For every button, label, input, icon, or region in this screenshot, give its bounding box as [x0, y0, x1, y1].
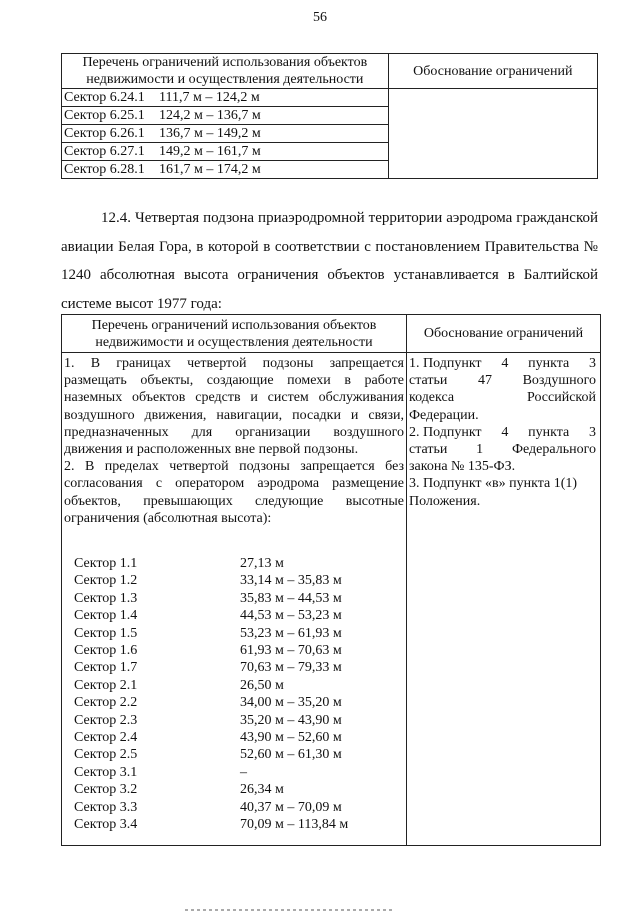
basis-2-line-1 [409, 424, 596, 441]
sector-name: Сектор 1.1 [74, 556, 138, 572]
list-item [74, 729, 404, 746]
basis-1-line-2 [409, 372, 596, 389]
sector-name: Сектор 2.1 [74, 677, 138, 693]
sector-range: 124,2 м – 136,7 м [159, 107, 388, 125]
basis-word: Воздушного [522, 373, 596, 389]
sector-value: 26,50 м [240, 677, 284, 693]
basis-word: пункта [528, 356, 570, 371]
table1-header-left: Перечень ограничений использования объектов недвижимости и осуществления деятельности [62, 54, 389, 89]
sector-value: 26,34 м [240, 782, 284, 798]
list-item [74, 764, 404, 781]
table2-header-right: Обоснование ограничений [407, 315, 601, 353]
sector-range: 149,2 м – 161,7 м [159, 143, 388, 161]
paragraph-12-4: 12.4. Четвертая подзона приаэродромной территории аэродрома гражданской авиации Белая Гора, в которой в соответствии с постановлением Правительства № 1240 абсолютная высота ограничения объектов устанавливается в Балтийской системе высот 1977 года: [61, 210, 598, 312]
sector-value: 52,60 м – 61,30 м [240, 747, 342, 763]
sector-value: 44,53 м – 53,23 м [240, 608, 342, 624]
basis-cell [407, 353, 601, 846]
basis-word: 3 [588, 424, 596, 440]
list-item [74, 746, 404, 763]
sector-name: Сектор 3.3 [74, 799, 138, 815]
scan-artifact [185, 909, 395, 911]
sector-name: Сектор 2.2 [74, 695, 138, 711]
list-item [74, 555, 404, 572]
sector-value: 40,37 м – 70,09 м [240, 799, 342, 815]
sector-range: 136,7 м – 149,2 м [159, 125, 388, 143]
list-item [74, 781, 404, 798]
list-item [74, 642, 404, 659]
sector-name: Сектор 1.2 [74, 573, 138, 589]
sector-name: Сектор 1.7 [74, 660, 138, 676]
sector-name: Сектор 2.3 [74, 712, 138, 728]
basis-word: 1 [476, 442, 484, 458]
table-row [62, 89, 598, 107]
basis-word: Федерального [511, 442, 596, 458]
basis-word: 1. Подпункт [409, 356, 482, 371]
table2-header-left: Перечень ограничений использования объектов недвижимости и осуществления деятельности [62, 315, 407, 353]
sector-name: Сектор 6.26.1 [62, 125, 160, 143]
basis-1-line-4: Федерации. [409, 407, 479, 423]
table1-basis-cell [388, 89, 597, 179]
sector-range: 161,7 м – 174,2 м [159, 161, 388, 179]
sector-value: 43,90 м – 52,60 м [240, 729, 342, 745]
basis-3-line-1: 3. Подпункт «в» пункта 1(1) [409, 476, 578, 492]
basis-word: 4 [501, 356, 509, 371]
list-item [74, 625, 404, 642]
fourth-subzone-table [61, 314, 601, 846]
restriction-item-2: 2. В пределах четвертой подзоны запрещается без согласования с оператором аэродрома размещение объектов, превышающих следующие высотные ограничения (абсолютная высота): [64, 459, 404, 526]
sector-name: Сектор 6.27.1 [62, 143, 160, 161]
page-number: 56 [313, 10, 327, 25]
list-item [74, 694, 404, 711]
list-item [74, 799, 404, 816]
basis-word: пункта [528, 424, 570, 440]
sector-name: Сектор 1.4 [74, 608, 138, 624]
sector-name: Сектор 6.28.1 [62, 161, 160, 179]
list-item [74, 712, 404, 729]
basis-word: 3 [588, 356, 596, 371]
restrictions-cell [62, 353, 407, 846]
basis-word: статьи [409, 442, 448, 458]
list-item [74, 816, 404, 833]
sector-name: Сектор 2.5 [74, 747, 138, 763]
sector-range: 111,7 м – 124,2 м [159, 89, 388, 107]
basis-2-line-2 [409, 441, 596, 458]
sector-value: 35,20 м – 43,90 м [240, 712, 342, 728]
sector-value: 70,09 м – 113,84 м [240, 816, 349, 832]
sector-name: Сектор 1.6 [74, 642, 138, 658]
sector-name: Сектор 3.2 [74, 782, 138, 798]
basis-word: 4 [501, 424, 509, 440]
basis-word: статьи [409, 373, 448, 389]
sector-value: 61,93 м – 70,63 м [240, 642, 342, 658]
sector-name: Сектор 1.3 [74, 590, 138, 606]
sector-name: Сектор 6.24.1 [62, 89, 160, 107]
restrictions-table-continued [61, 53, 598, 179]
sector-name: Сектор 1.5 [74, 625, 138, 641]
basis-word: Российской [527, 390, 596, 406]
list-item [74, 677, 404, 694]
basis-2-line-3: закона № 135-ФЗ. [409, 459, 516, 475]
sector-name: Сектор 2.4 [74, 729, 138, 745]
sector-name: Сектор 3.4 [74, 816, 138, 832]
basis-1-line-3 [409, 389, 596, 406]
sector-value: 53,23 м – 61,93 м [240, 625, 342, 641]
list-item [74, 572, 404, 589]
sector-value: 34,00 м – 35,20 м [240, 695, 342, 711]
sector-value: – [240, 764, 247, 780]
restriction-item-1: 1. В границах четвертой подзоны запрещается размещать объекты, создающие помехи в работе наземных объектов средств и систем обслуживания воздушного движения, навигации, посадки и связи, предназначенных для организации воздушного движения и расположенных вне первой подзоны. [64, 356, 404, 458]
basis-1-line-1 [409, 355, 596, 372]
sector-value: 27,13 м [240, 556, 284, 572]
sector-name: Сектор 6.25.1 [62, 107, 160, 125]
list-item [74, 659, 404, 676]
basis-word: 47 [477, 373, 492, 389]
sector-list [64, 555, 404, 833]
list-item [74, 607, 404, 624]
sector-value: 35,83 м – 44,53 м [240, 590, 342, 606]
sector-value: 33,14 м – 35,83 м [240, 573, 342, 589]
sector-value: 70,63 м – 79,33 м [240, 660, 342, 676]
basis-3-line-2: Положения. [409, 493, 481, 509]
table1-header-right: Обоснование ограничений [388, 54, 597, 89]
sector-name: Сектор 3.1 [74, 764, 138, 780]
list-item [74, 590, 404, 607]
basis-word: кодекса [409, 390, 455, 406]
basis-word: 2. Подпункт [409, 424, 482, 440]
